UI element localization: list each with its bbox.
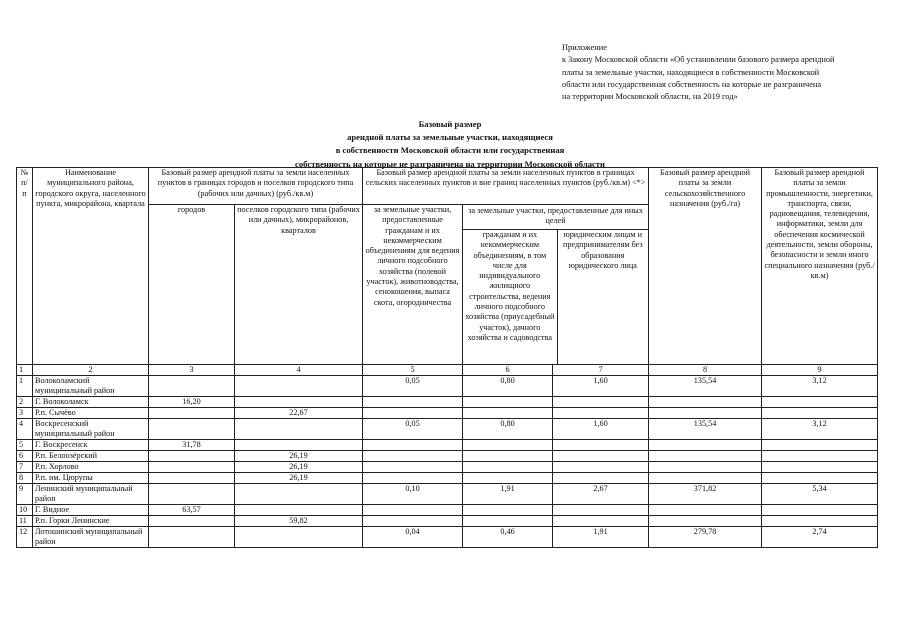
value-towns: 22,67	[235, 408, 363, 419]
row-name: Волоколамский муниципальный район	[33, 376, 149, 397]
row-name: Воскресенский муниципальный район	[33, 419, 149, 440]
table-row	[17, 473, 878, 484]
value-rural-citizens: 0,80	[463, 376, 553, 397]
table-row	[17, 484, 878, 505]
value-agri	[649, 473, 762, 484]
value-industry: 2,74	[762, 527, 878, 548]
row-name: Р.п. им. Цюрупы	[33, 473, 149, 484]
column-number: 1	[17, 365, 33, 376]
value-rural-citizens	[463, 505, 553, 516]
value-agri: 135,54	[649, 376, 762, 397]
value-cities	[149, 516, 235, 527]
table-row	[17, 505, 878, 516]
value-rural-citizens: 1,91	[463, 484, 553, 505]
value-rural-legal	[553, 516, 649, 527]
value-cities	[149, 451, 235, 462]
header-towns: поселков городского типа (рабочих или дачных), микрорайонов, кварталов	[235, 205, 363, 365]
row-number: 11	[17, 516, 33, 527]
value-towns	[235, 397, 363, 408]
row-number: 2	[17, 397, 33, 408]
value-agri: 279,78	[649, 527, 762, 548]
value-towns	[235, 505, 363, 516]
row-number: 5	[17, 440, 33, 451]
header-rural-group: Базовый размер арендной платы за земли населенных пунктов в границах сельских населенных пунктов и вне границ населенных пунктов (руб./кв.м) <*>	[363, 168, 649, 205]
value-rural-citizens	[463, 473, 553, 484]
value-industry	[762, 462, 878, 473]
value-industry	[762, 451, 878, 462]
value-rural-citizens	[463, 397, 553, 408]
title-line: собственность на которые не разграничена на территории Московской области	[295, 158, 605, 169]
value-cities	[149, 419, 235, 440]
row-name: Г. Волоколамск	[33, 397, 149, 408]
value-rural-legal	[553, 473, 649, 484]
value-rural-citizens: 0,80	[463, 419, 553, 440]
value-cities	[149, 376, 235, 397]
value-industry	[762, 397, 878, 408]
value-industry	[762, 505, 878, 516]
document-title	[230, 118, 670, 171]
value-agri: 135,54	[649, 419, 762, 440]
value-cities	[149, 484, 235, 505]
row-name: Г. Воскресенск	[33, 440, 149, 451]
row-number: 4	[17, 419, 33, 440]
value-cities: 31,78	[149, 440, 235, 451]
value-rural-farm: 0,05	[363, 419, 463, 440]
row-number: 7	[17, 462, 33, 473]
value-rural-legal	[553, 451, 649, 462]
row-name: Р.п. Сычёво	[33, 408, 149, 419]
value-towns	[235, 527, 363, 548]
value-agri	[649, 505, 762, 516]
value-agri	[649, 440, 762, 451]
table-body	[17, 365, 878, 548]
row-name: Р.п. Хорлово	[33, 462, 149, 473]
value-rural-legal	[553, 505, 649, 516]
table-row	[17, 419, 878, 440]
table-row	[17, 527, 878, 548]
value-rural-legal: 1,60	[553, 419, 649, 440]
value-rural-legal: 1,60	[553, 376, 649, 397]
value-agri: 371,82	[649, 484, 762, 505]
rent-rates-table	[16, 167, 878, 548]
appendix-line: Приложение	[562, 43, 607, 52]
title-line: арендной платы за земельные участки, находящиеся	[347, 132, 553, 143]
header-rural-farm: за земельные участки, предоставленные гражданам и их некоммерческим объединениям для ведения личного подсобного хозяйства (полевой участок), животноводства, сенокошения, выпаса скота, огородничества	[363, 205, 463, 365]
value-cities	[149, 473, 235, 484]
value-towns	[235, 376, 363, 397]
value-towns	[235, 419, 363, 440]
value-towns: 26,19	[235, 462, 363, 473]
column-number-row	[17, 365, 878, 376]
value-agri	[649, 516, 762, 527]
header-rural-other	[463, 205, 649, 365]
row-name: Р.п. Белоозёрский	[33, 451, 149, 462]
table-row	[17, 397, 878, 408]
value-industry	[762, 516, 878, 527]
header-name: Наименование муниципального района, городского округа, населенного пункта, микрорайона, квартала	[33, 168, 149, 365]
value-towns: 59,82	[235, 516, 363, 527]
value-rural-legal	[553, 440, 649, 451]
row-number: 10	[17, 505, 33, 516]
value-rural-farm	[363, 451, 463, 462]
column-number: 2	[33, 365, 149, 376]
row-name: Г. Видное	[33, 505, 149, 516]
row-name: Ленинский муниципальный район	[33, 484, 149, 505]
table-row	[17, 408, 878, 419]
row-number: 6	[17, 451, 33, 462]
value-rural-citizens: 0,46	[463, 527, 553, 548]
header-rural-legal: юридическим лицам и предпринимателям без образования юридического лица	[562, 230, 643, 270]
value-industry	[762, 473, 878, 484]
value-rural-citizens	[463, 451, 553, 462]
table-row	[17, 516, 878, 527]
row-number: 3	[17, 408, 33, 419]
column-number: 8	[649, 365, 762, 376]
column-number: 5	[363, 365, 463, 376]
value-cities: 63,57	[149, 505, 235, 516]
value-agri	[649, 462, 762, 473]
table-row	[17, 451, 878, 462]
value-rural-citizens	[463, 516, 553, 527]
row-number: 8	[17, 473, 33, 484]
value-rural-farm	[363, 462, 463, 473]
value-rural-farm	[363, 397, 463, 408]
value-rural-farm	[363, 440, 463, 451]
value-rural-citizens	[463, 462, 553, 473]
value-towns: 26,19	[235, 451, 363, 462]
value-rural-citizens	[463, 440, 553, 451]
table-row	[17, 376, 878, 397]
value-rural-farm	[363, 516, 463, 527]
table-row	[17, 462, 878, 473]
header-cities: городов	[149, 205, 235, 365]
column-number: 9	[762, 365, 878, 376]
row-name: Лотошинский муниципальный район	[33, 527, 149, 548]
column-number: 4	[235, 365, 363, 376]
value-rural-citizens	[463, 408, 553, 419]
value-towns: 26,19	[235, 473, 363, 484]
value-rural-farm	[363, 408, 463, 419]
column-number: 6	[463, 365, 553, 376]
value-cities	[149, 462, 235, 473]
appendix-line: к Закону Московской области «Об установлении базового размера арендной	[562, 55, 835, 65]
value-industry: 3,12	[762, 419, 878, 440]
value-rural-farm: 0,05	[363, 376, 463, 397]
value-industry: 5,34	[762, 484, 878, 505]
column-number: 3	[149, 365, 235, 376]
value-cities: 16,20	[149, 397, 235, 408]
title-line: Базовый размер	[418, 119, 482, 129]
value-cities	[149, 408, 235, 419]
header-cities-group: Базовый размер арендной платы за земли населенных пунктов в границах городов и поселков городского типа (рабочих или дачных) (руб./кв.м)	[149, 168, 363, 205]
header-industry: Базовый размер арендной платы за земли промышленности, энергетики, транспорта, связи, радиовещания, телевидения, информатики, земли для обеспечения космической деятельности, земли обороны, безопасности и земли иного специального назначения (руб./кв.м)	[762, 168, 878, 365]
value-rural-legal	[553, 397, 649, 408]
value-rural-farm: 0,04	[363, 527, 463, 548]
value-industry	[762, 440, 878, 451]
value-agri	[649, 397, 762, 408]
row-name: Р.п. Горки Ленинские	[33, 516, 149, 527]
row-number: 9	[17, 484, 33, 505]
value-industry: 3,12	[762, 376, 878, 397]
value-cities	[149, 527, 235, 548]
value-rural-legal	[553, 408, 649, 419]
appendix-line: на территории Московской области, на 2019 год»	[562, 92, 738, 102]
value-rural-legal: 1,91	[553, 527, 649, 548]
value-rural-legal	[553, 462, 649, 473]
appendix-line: платы за земельные участки, находящиеся в собственности Московской	[562, 67, 820, 77]
value-rural-farm	[363, 505, 463, 516]
column-number: 7	[553, 365, 649, 376]
appendix-line: области или государственная собственность на которые не разграничена	[562, 79, 822, 89]
value-rural-farm: 0,10	[363, 484, 463, 505]
value-rural-legal: 2,67	[553, 484, 649, 505]
table-row	[17, 440, 878, 451]
header-num: № п/п	[17, 168, 33, 365]
header-rural-citizens: гражданам и их некоммерческим объединениям, в том числе для индивидуального жилищного строительства, ведения личного подсобного хозяйства (приусадебный участок), дачного хозяйства и садоводства	[463, 230, 558, 364]
row-number: 12	[17, 527, 33, 548]
row-number: 1	[17, 376, 33, 397]
value-agri	[649, 451, 762, 462]
value-industry	[762, 408, 878, 419]
value-towns	[235, 440, 363, 451]
title-line: в собственности Московской области или государственная	[335, 145, 565, 156]
value-towns	[235, 484, 363, 505]
header-agri: Базовый размер арендной платы за земли сельскохозяйственного назначения (руб./га)	[649, 168, 762, 365]
value-rural-farm	[363, 473, 463, 484]
value-agri	[649, 408, 762, 419]
appendix-note	[562, 42, 892, 103]
header-rural-other-group: за земельные участки, предоставленные для иных целей	[463, 205, 648, 230]
